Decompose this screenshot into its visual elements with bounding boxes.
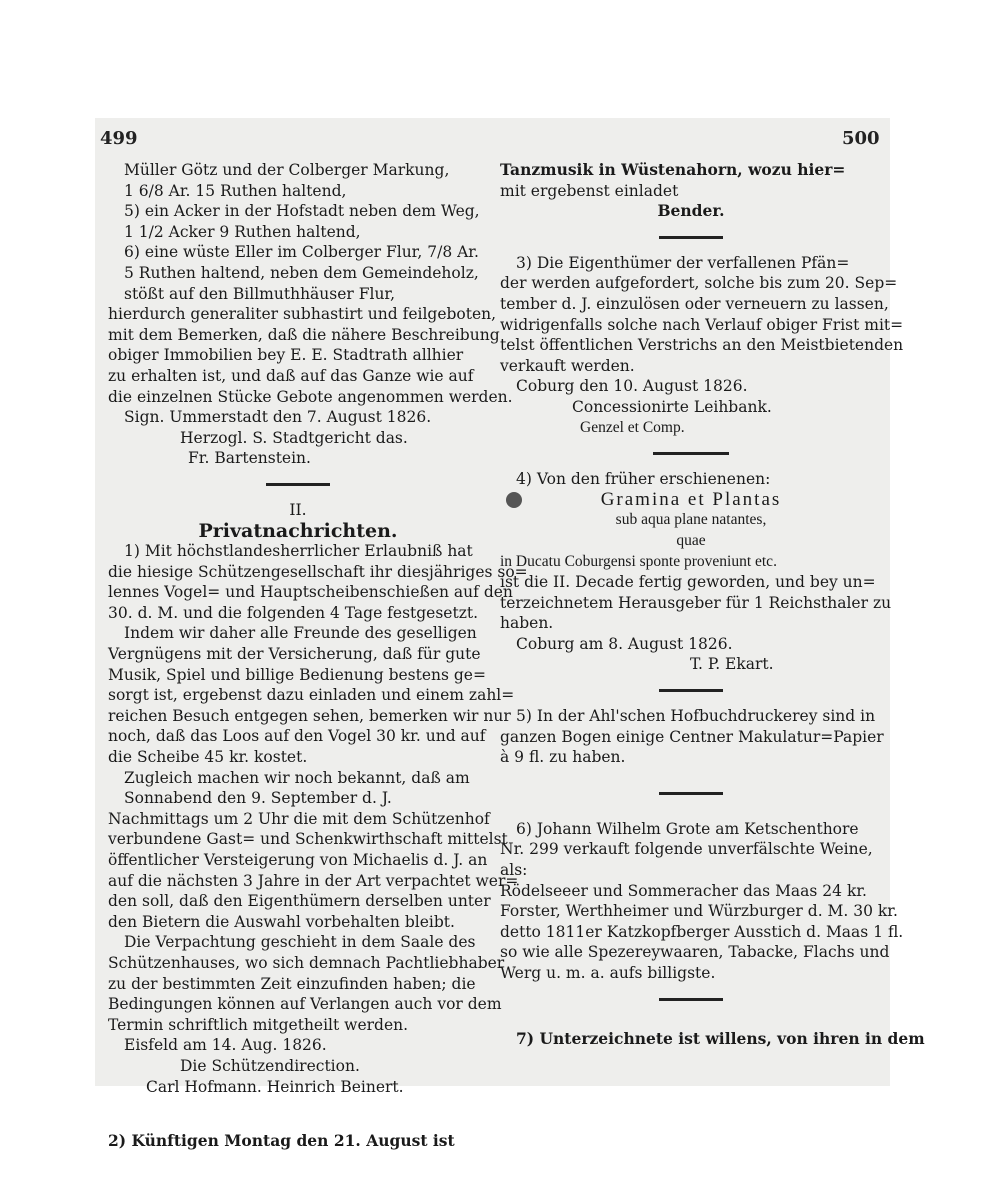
text-line: Rödelseeer und Sommeracher das Maas 24 kr. bbox=[500, 881, 867, 900]
signature-names: Carl Hofmann. Heinrich Beinert. bbox=[146, 1077, 404, 1096]
text-line: Vergnügens mit der Versicherung, daß für gute bbox=[108, 645, 481, 664]
page-number-left: 499 bbox=[100, 128, 138, 149]
separator-rule bbox=[659, 236, 723, 239]
text-line: Forster, Werthheimer und Würzburger d. M. 30 kr. bbox=[500, 902, 898, 921]
text-line: obiger Immobilien bey E. E. Stadtrath allhier bbox=[108, 346, 464, 365]
text-line: verbundene Gast= und Schenkwirthschaft mittelst bbox=[108, 830, 508, 849]
signature-place: Coburg den 10. August 1826. bbox=[516, 377, 748, 396]
signature-place: Eisfeld am 14. Aug. 1826. bbox=[124, 1036, 327, 1055]
text-line: Indem wir daher alle Freunde des geselligen bbox=[124, 624, 477, 643]
text-line: Tanzmusik in Wüstenahorn, wozu hier= bbox=[500, 160, 846, 179]
text-line: 5 Ruthen haltend, neben dem Gemeindeholz, bbox=[124, 263, 479, 282]
text-line: widrigenfalls solche nach Verlauf obiger Frist mit= bbox=[500, 315, 904, 334]
right-column bbox=[500, 160, 925, 1049]
text-line: tember d. J. einzulösen oder verneuern zu lassen, bbox=[500, 294, 889, 313]
text-line: Schützenhauses, wo sich demnach Pachtliebhaber bbox=[108, 953, 505, 972]
text-line: verkauft werden. bbox=[500, 356, 635, 375]
text-line: so wie alle Spezereywaaren, Tabacke, Flachs und bbox=[500, 943, 890, 962]
text-line: stößt auf den Billmuthhäuser Flur, bbox=[124, 284, 396, 303]
text-line: 1 6/8 Ar. 15 Ruthen haltend, bbox=[124, 181, 347, 200]
signature-name: T. P. Ekart. bbox=[690, 655, 774, 674]
separator-rule bbox=[659, 998, 723, 1001]
text-line: sorgt ist, ergebenst dazu einladen und einem zahl= bbox=[108, 686, 515, 705]
text-line: telst öffentlichen Verstrichs an den Meistbietenden bbox=[500, 336, 904, 355]
text-line: 5) In der Ahl'schen Hofbuchdruckerey sind in bbox=[516, 707, 876, 726]
text-line: als: bbox=[500, 861, 528, 880]
text-line: 5) ein Acker in der Hofstadt neben dem Weg, bbox=[124, 202, 480, 221]
page-number-right: 500 bbox=[842, 128, 880, 149]
text-line: Sonnabend den 9. September d. J. bbox=[124, 789, 392, 808]
text-line: die einzelnen Stücke Gebote angenommen werden. bbox=[108, 387, 513, 406]
book-title: Gramina et Plantas bbox=[600, 488, 782, 510]
text-line: mit ergebenst einladet bbox=[500, 181, 679, 200]
text-line: à 9 fl. zu haben. bbox=[500, 748, 626, 767]
separator-rule bbox=[659, 689, 723, 692]
separator-rule bbox=[653, 452, 729, 455]
text-line: den soll, daß den Eigenthümern derselben unter bbox=[108, 892, 491, 911]
text-line: die hiesige Schützengesellschaft ihr diesjähriges so= bbox=[108, 562, 528, 581]
text-line: 30. d. M. und die folgenden 4 Tage festgesetzt. bbox=[108, 603, 479, 622]
section-number: II. bbox=[289, 500, 307, 519]
text-line: Musik, Spiel und billige Bedienung bestens ge= bbox=[108, 665, 486, 684]
text-line: 7) Unterzeichnete ist willens, von ihren in dem bbox=[516, 1028, 925, 1048]
book-subtitle: in Ducatu Coburgensi sponte proveniunt etc. bbox=[500, 552, 777, 570]
text-line: mit dem Bemerken, daß die nähere Beschreibung bbox=[108, 325, 500, 344]
text-line: 6) Johann Wilhelm Grote am Ketschenthore bbox=[516, 819, 859, 838]
text-line: den Bietern die Auswahl vorbehalten bleibt. bbox=[108, 912, 455, 931]
text-line: Die Verpachtung geschieht in dem Saale des bbox=[124, 933, 476, 952]
text-line: reichen Besuch entgegen sehen, bemerken wir nur bbox=[108, 706, 511, 725]
section-title: Privatnachrichten. bbox=[198, 519, 398, 542]
separator-rule bbox=[266, 483, 330, 486]
text-line: öffentlicher Versteigerung von Michaelis d. J. an bbox=[108, 851, 488, 869]
text-line: ganzen Bogen einige Centner Makulatur=Papier bbox=[500, 727, 884, 746]
signature-sender: Die Schützendirection. bbox=[180, 1056, 360, 1075]
separator-rule bbox=[659, 792, 723, 795]
text-line: Zugleich machen wir noch bekannt, daß am bbox=[124, 768, 470, 787]
signature-name: Fr. Bartenstein. bbox=[188, 449, 311, 468]
text-line: 1) Mit höchstlandesherrlicher Erlaubniß hat bbox=[124, 542, 473, 561]
text-line: ist die II. Decade fertig geworden, und bey un= bbox=[500, 573, 876, 592]
text-line: 6) eine wüste Eller im Colberger Flur, 7/8 Ar. bbox=[124, 243, 479, 262]
text-line: detto 1811er Katzkopfberger Ausstich d. Maas 1 fl. bbox=[500, 922, 904, 941]
text-line: Termin schriftlich mitgetheilt werden. bbox=[108, 1015, 409, 1034]
text-line: lennes Vogel= und Hauptscheibenschießen auf den bbox=[108, 583, 513, 602]
text-line: Nachmittags um 2 Uhr die mit dem Schützenhof bbox=[108, 809, 490, 828]
text-line: haben. bbox=[500, 614, 554, 633]
text-line: Werg u. m. a. aufs billigste. bbox=[500, 964, 716, 982]
text-line: 2) Künftigen Montag den 21. August ist bbox=[108, 1131, 455, 1151]
text-line: noch, daß das Loos auf den Vogel 30 kr. und auf bbox=[108, 727, 486, 746]
text-line: 3) Die Eigenthümer der verfallenen Pfän= bbox=[516, 253, 850, 272]
signature-authority: Herzogl. S. Stadtgericht das. bbox=[180, 428, 408, 447]
text-line: auf die nächsten 3 Jahre in der Art verpachtet wer= bbox=[108, 871, 519, 890]
text-line: 4) Von den früher erschienenen: bbox=[516, 470, 771, 489]
signature-name: Bender. bbox=[657, 201, 725, 221]
text-line: 1 1/2 Acker 9 Ruthen haltend, bbox=[124, 222, 361, 241]
text-line: Müller Götz und der Colberger Markung, bbox=[124, 161, 450, 179]
text-line: der werden aufgefordert, solche bis zum 20. Sep= bbox=[500, 274, 898, 293]
text-line: die Scheibe 45 kr. kostet. bbox=[108, 748, 308, 767]
text-line: zu der bestimmten Zeit einzufinden haben; die bbox=[108, 974, 476, 993]
signature-place: Coburg am 8. August 1826. bbox=[516, 634, 733, 653]
book-subtitle: quae bbox=[676, 531, 706, 549]
text-line: Nr. 299 verkauft folgende unverfälschte Weine, bbox=[500, 840, 873, 859]
text-line: hierdurch generaliter subhastirt und feilgeboten, bbox=[108, 305, 497, 324]
signature-sender: Concessionirte Leihbank. bbox=[572, 397, 772, 416]
signature-name: Genzel et Comp. bbox=[580, 418, 685, 436]
text-line: zu erhalten ist, und daß auf das Ganze wie auf bbox=[108, 366, 474, 385]
book-subtitle: sub aqua plane natantes, bbox=[615, 511, 767, 529]
signature-place: Sign. Ummerstadt den 7. August 1826. bbox=[124, 408, 432, 427]
text-line: Bedingungen können auf Verlangen auch vor dem bbox=[108, 995, 502, 1014]
text-line: terzeichnetem Herausgeber für 1 Reichsthaler zu bbox=[500, 593, 892, 612]
